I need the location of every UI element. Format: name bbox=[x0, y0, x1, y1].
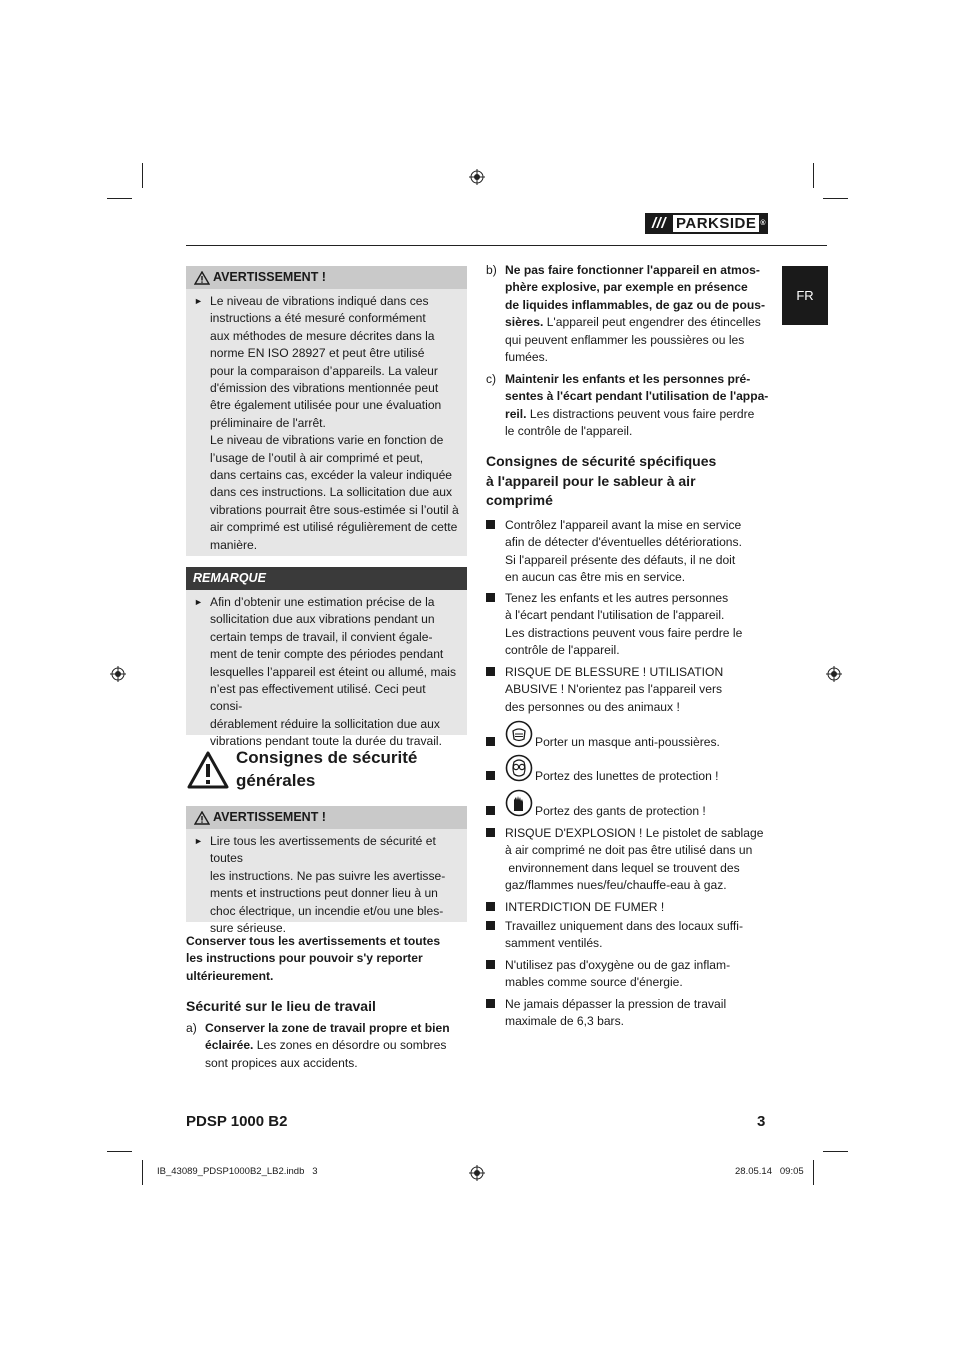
text-line: Le niveau de vibrations indiqué dans ces bbox=[210, 294, 429, 308]
section-title bbox=[236, 746, 456, 792]
text-line: pour la comparaison d’appareils. La valeur bbox=[210, 363, 438, 378]
crop-mark bbox=[107, 1151, 132, 1152]
text-line bbox=[505, 406, 768, 423]
warning-triangle-icon bbox=[194, 811, 210, 825]
text-line: N'utilisez pas d'oxygène ou de gaz inflam- bbox=[505, 958, 731, 972]
text-line: Travaillez uniquement dans des locaux suffi- bbox=[505, 919, 743, 933]
note-box-header: REMARQUE bbox=[186, 567, 467, 590]
registration-mark-icon bbox=[469, 169, 485, 185]
text-line: phère explosive, par exemple en présence bbox=[505, 280, 748, 295]
arrow-bullet-icon: ► bbox=[194, 296, 203, 306]
square-bullet-icon bbox=[486, 960, 495, 969]
text-line: manière. bbox=[210, 537, 258, 552]
text-line bbox=[505, 314, 765, 331]
text-line: Contrôlez l'appareil avant la mise en service bbox=[505, 518, 742, 532]
text-line: dérablement réduire la sollicitation due aux bbox=[210, 716, 440, 731]
square-bullet-icon bbox=[486, 771, 495, 780]
text-line: maximale de 6,3 bars. bbox=[505, 1014, 624, 1029]
bullet-text bbox=[505, 996, 771, 1031]
text-line: instructions a été mesuré conformément bbox=[210, 311, 426, 326]
text-line: gaz/flammes nues/feu/chauffe-eau à gaz. bbox=[505, 878, 727, 893]
note-box bbox=[186, 567, 467, 749]
text-line: certain temps de travail, il convient égale- bbox=[210, 629, 433, 644]
gloves-icon bbox=[505, 789, 533, 817]
square-bullet-icon bbox=[486, 520, 495, 529]
text-line: à air comprimé ne doit pas être utilisé dans un bbox=[505, 843, 753, 858]
bold-phrase: reil. bbox=[505, 406, 527, 421]
text-line: vibrations pourrait être sous-estimée si l’outil à bbox=[210, 502, 459, 517]
list-item-a bbox=[186, 1020, 471, 1074]
text-line: sont propices aux accidents. bbox=[205, 1055, 358, 1070]
text-line: INTERDICTION DE FUMER ! bbox=[505, 900, 665, 914]
list-item-text bbox=[505, 262, 765, 366]
list-item-b bbox=[486, 262, 771, 368]
large-warning-triangle-icon bbox=[186, 750, 230, 790]
text-line: Afin d’obtenir une estimation précise de la bbox=[210, 595, 435, 609]
text-line: ment de tenir compte des périodes pendant bbox=[210, 647, 444, 662]
text-line: dans ces instructions. La sollicitation due aux bbox=[210, 485, 453, 500]
keep-instructions-paragraph bbox=[186, 933, 471, 985]
ppe-text: Portez des lunettes de protection ! bbox=[535, 769, 719, 783]
text-line: sollicitation due aux vibrations pendant un bbox=[210, 612, 435, 627]
text-line: afin de détecter d'éventuelles détériorations. bbox=[505, 535, 742, 550]
bullet-item bbox=[486, 957, 771, 992]
list-item-c bbox=[486, 371, 771, 443]
bullet-text bbox=[505, 957, 771, 992]
section-title-line: générales bbox=[236, 771, 316, 790]
bullet-item bbox=[486, 899, 771, 916]
specific-heading bbox=[486, 452, 776, 511]
text-line: Si l'appareil présente des défauts, il ne doit bbox=[505, 552, 736, 567]
arrow-bullet-icon: ► bbox=[194, 836, 203, 846]
crop-mark bbox=[813, 1160, 814, 1185]
text-line: dans certains cas, excéder la valeur indiquée bbox=[210, 468, 453, 483]
text-line: préliminaire de l'arrêt. bbox=[210, 415, 326, 430]
ppe-text: Porter un masque anti-poussières. bbox=[535, 735, 720, 749]
regular-phrase: Les zones en désordre ou sombres bbox=[253, 1038, 447, 1053]
list-marker: b) bbox=[486, 263, 497, 277]
slug-file: IB_43089_PDSP1000B2_LB2.indb 3 bbox=[157, 1166, 318, 1177]
ppe-text: Portez des gants de protection ! bbox=[535, 804, 706, 818]
text-line: Ne jamais dépasser la pression de travail bbox=[505, 997, 727, 1011]
text-line: Ne pas faire fonctionner l'appareil en atmos- bbox=[505, 263, 760, 277]
header-rule bbox=[186, 245, 827, 246]
bullet-text bbox=[505, 664, 771, 716]
bullet-item bbox=[486, 996, 771, 1031]
text-line: Conserver la zone de travail propre et bien bbox=[205, 1021, 450, 1035]
registration-mark-icon bbox=[110, 666, 126, 682]
warning-box-header bbox=[186, 266, 467, 289]
bullet-item bbox=[486, 825, 771, 895]
warning-title: AVERTISSEMENT ! bbox=[213, 810, 326, 824]
brand-logo bbox=[645, 213, 768, 234]
text-line: l’usage de l’outil à air comprimé et peut, bbox=[210, 450, 424, 465]
section-title-line: Consignes de sécurité bbox=[236, 748, 418, 767]
dust-mask-icon bbox=[505, 720, 533, 748]
text-line: Maintenir les enfants et les personnes pré- bbox=[505, 372, 751, 386]
text-line: sure sérieuse. bbox=[210, 921, 286, 936]
square-bullet-icon bbox=[486, 902, 495, 911]
slug-date: 28.05.14 09:05 bbox=[735, 1166, 804, 1177]
crop-mark bbox=[142, 1160, 143, 1185]
square-bullet-icon bbox=[486, 921, 495, 930]
workplace-heading: Sécurité sur le lieu de travail bbox=[186, 998, 376, 1014]
warning-body bbox=[186, 289, 467, 560]
language-tab: FR bbox=[782, 266, 828, 325]
registered-mark: ® bbox=[760, 220, 767, 227]
bullet-text bbox=[505, 918, 771, 953]
text-line: ultérieurement. bbox=[186, 968, 274, 983]
bullet-text bbox=[505, 590, 771, 660]
brand-slashes: /// bbox=[651, 215, 666, 232]
warning-box-vibration bbox=[186, 266, 467, 556]
warning-title: AVERTISSEMENT ! bbox=[213, 270, 326, 284]
text-line: contrôle de l'appareil. bbox=[505, 643, 620, 658]
text-line: Les distractions peuvent vous faire perdre le bbox=[505, 625, 743, 640]
text-line: Le niveau de vibrations varie en fonction de bbox=[210, 433, 444, 448]
text-line: Lire tous les avertissements de sécurité et toutes bbox=[210, 834, 436, 866]
text-line: de liquides inflammables, de gaz ou de pous- bbox=[505, 297, 766, 312]
bullet-text bbox=[505, 899, 771, 916]
registration-mark-icon bbox=[469, 1165, 485, 1181]
bold-phrase: éclairée. bbox=[205, 1038, 254, 1053]
list-marker: a) bbox=[186, 1021, 197, 1035]
arrow-bullet-icon: ► bbox=[194, 597, 203, 607]
text-line: ABUSIVE ! N'orientez pas l'appareil vers bbox=[505, 682, 723, 697]
heading-line: à l'appareil pour le sableur à air bbox=[486, 472, 696, 489]
text-line: RISQUE DE BLESSURE ! UTILISATION bbox=[505, 665, 724, 679]
text-line: air comprimé est utilisé régulièrement de cette bbox=[210, 520, 458, 535]
crop-mark bbox=[107, 198, 132, 199]
warning-body bbox=[186, 829, 467, 943]
text-line: qui peuvent enflammer les poussières ou les bbox=[505, 332, 745, 347]
warning-box-header bbox=[186, 806, 467, 829]
text-line: être également utilisée pour une évaluation bbox=[210, 398, 442, 413]
text-line: aux méthodes de mesure décrites dans la bbox=[210, 328, 435, 343]
page-number: 3 bbox=[757, 1113, 766, 1130]
heading-line: comprimé bbox=[486, 492, 553, 508]
bullet-item bbox=[486, 517, 771, 587]
crop-mark bbox=[823, 198, 848, 199]
square-bullet-icon bbox=[486, 667, 495, 676]
list-item-text bbox=[205, 1020, 450, 1072]
bullet-item bbox=[486, 590, 771, 660]
text-line: choc électrique, un incendie et/ou une bles- bbox=[210, 903, 444, 918]
warning-triangle-icon bbox=[194, 271, 210, 285]
crop-mark bbox=[823, 1151, 848, 1152]
text-line: vibrations pendant toute la durée du travail. bbox=[210, 734, 442, 749]
bullet-item bbox=[486, 664, 771, 716]
safety-glasses-icon bbox=[505, 754, 533, 782]
text-line: des personnes ou des animaux ! bbox=[505, 699, 680, 714]
crop-mark bbox=[142, 163, 143, 188]
warning-box-general bbox=[186, 806, 467, 936]
text-line: d'émission des vibrations mentionnée peut bbox=[210, 381, 439, 396]
note-body bbox=[186, 590, 467, 757]
regular-phrase: Les distractions peuvent vous faire perdre bbox=[526, 406, 755, 421]
text-line: les instructions. Ne pas suivre les avertisse- bbox=[210, 868, 446, 883]
text-line: sentes à l'écart pendant l'utilisation de l'appa- bbox=[505, 389, 769, 404]
bullet-item bbox=[486, 918, 771, 953]
text-line: fumées. bbox=[505, 350, 549, 365]
list-marker: c) bbox=[486, 372, 497, 386]
text-line: Tenez les enfants et les autres personnes bbox=[505, 591, 729, 605]
square-bullet-icon bbox=[486, 828, 495, 837]
bullet-text bbox=[505, 517, 771, 587]
heading-line: Consignes de sécurité spécifiques bbox=[486, 453, 717, 469]
text-line: RISQUE D'EXPLOSION ! Le pistolet de sablage bbox=[505, 826, 764, 840]
regular-phrase: L'appareil peut engendrer des étincelles bbox=[543, 315, 761, 330]
text-line: norme EN ISO 28927 et peut être utilisé bbox=[210, 346, 425, 361]
bullet-text bbox=[505, 825, 771, 895]
text-line: en aucun cas être mis en service. bbox=[505, 570, 686, 585]
text-line: samment ventilés. bbox=[505, 936, 603, 951]
footer-model: PDSP 1000 B2 bbox=[186, 1113, 288, 1130]
text-line: à l'écart pendant l'utilisation de l'appareil. bbox=[505, 608, 725, 623]
text-line bbox=[205, 1037, 450, 1054]
text-line: Conserver tous les avertissements et toutes bbox=[186, 934, 441, 948]
text-line: environnement dans lequel se trouvent des bbox=[505, 860, 740, 875]
text-line: lesquelles l’appareil est éteint ou allumé, mais bbox=[210, 664, 457, 679]
bold-phrase: sières. bbox=[505, 315, 544, 330]
text-line: ments et instructions peut donner lieu à un bbox=[210, 886, 438, 901]
square-bullet-icon bbox=[486, 999, 495, 1008]
crop-mark bbox=[813, 163, 814, 188]
square-bullet-icon bbox=[486, 593, 495, 602]
text-line: les instructions pour pouvoir s'y reporter bbox=[186, 951, 423, 966]
registration-mark-icon bbox=[826, 666, 842, 682]
text-line: mables comme source d'énergie. bbox=[505, 975, 683, 990]
text-line: le contrôle de l'appareil. bbox=[505, 424, 633, 439]
brand-name: PARKSIDE bbox=[673, 215, 759, 232]
text-line: n’est pas effectivement utilisé. Ceci peut consi- bbox=[210, 682, 426, 714]
square-bullet-icon bbox=[486, 806, 495, 815]
square-bullet-icon bbox=[486, 737, 495, 746]
list-item-text bbox=[505, 371, 768, 441]
